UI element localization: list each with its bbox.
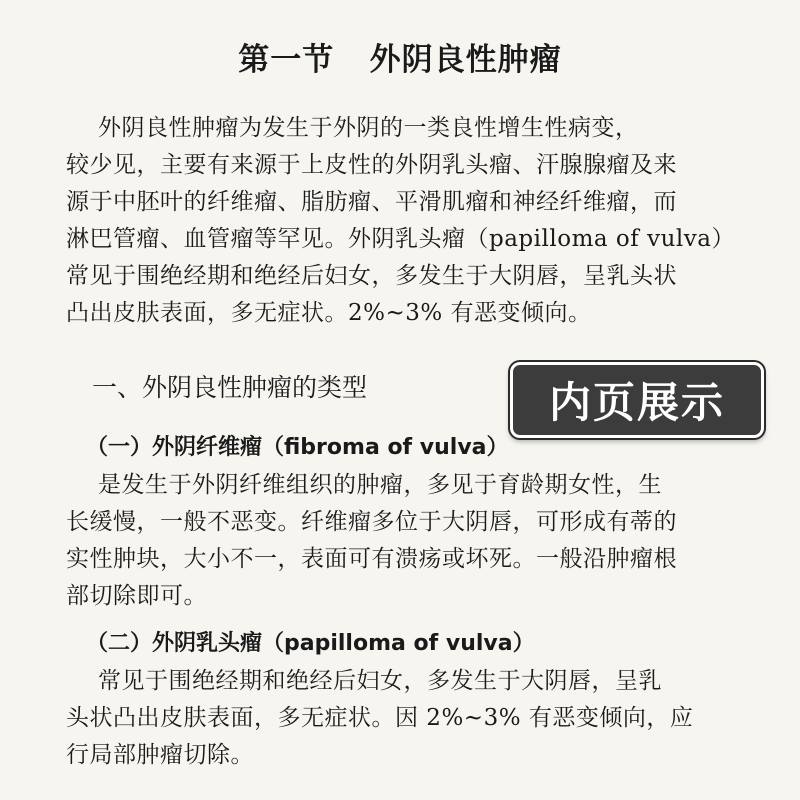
text-line: 较少见，主要有来源于上皮性的外阴乳头瘤、汗腺腺瘤及来: [66, 152, 677, 178]
papilloma-paragraph: [66, 663, 706, 774]
heading-types: 一、外阴良性肿瘤的类型: [92, 373, 368, 402]
text-line: 凸出皮肤表面，多无症状。2%~3% 有恶变倾向。: [66, 300, 592, 326]
section-title: 第一节 外阴良性肿瘤: [238, 42, 562, 78]
text-line: 源于中胚叶的纤维瘤、脂肪瘤、平滑肌瘤和神经纤维瘤，而: [66, 189, 677, 215]
text-line: 淋巴管瘤、血管瘤等罕见。外阴乳头瘤（papilloma of vulva）: [66, 226, 735, 252]
text-line: 行局部肿瘤切除。: [66, 742, 254, 768]
text-line: 常见于围绝经期和绝经后妇女，多发生于大阴唇，呈乳头状: [66, 263, 677, 289]
text-line: 长缓慢，一般不恶变。纤维瘤多位于大阴唇，可形成有蒂的: [66, 509, 677, 535]
text-line: 外阴良性肿瘤为发生于外阴的一类良性增生性病变，: [98, 115, 639, 141]
text-line: 常见于围绝经期和绝经后妇女，多发生于大阴唇，呈乳: [98, 668, 662, 694]
intro-paragraph: [66, 110, 735, 332]
inner-page-badge: 内页展示: [510, 362, 764, 438]
text-line: 头状凸出皮肤表面，多无症状。因 2%~3% 有恶变倾向，应: [66, 705, 694, 731]
heading-papilloma: （二）外阴乳头瘤（papilloma of vulva）: [86, 631, 535, 656]
fibroma-paragraph: [66, 467, 706, 615]
heading-fibroma: （一）外阴纤维瘤（fibroma of vulva）: [86, 435, 509, 460]
text-line: 部切除即可。: [66, 583, 207, 609]
text-line: 实性肿块，大小不一，表面可有溃疡或坏死。一般沿肿瘤根: [66, 546, 677, 572]
text-line: 是发生于外阴纤维组织的肿瘤，多见于育龄期女性，生: [98, 472, 662, 498]
